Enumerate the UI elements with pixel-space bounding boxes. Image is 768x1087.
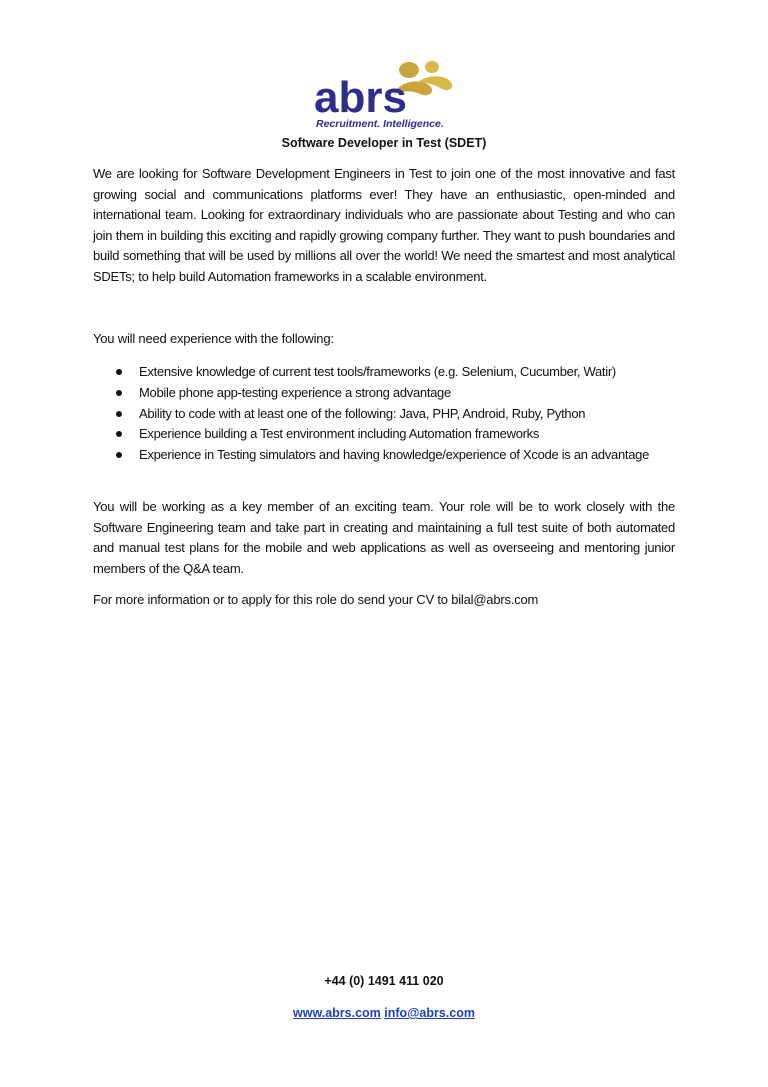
bullet-icon (116, 390, 122, 396)
website-link[interactable]: www.abrs.com (293, 1006, 381, 1020)
list-item: Ability to code with at least one of the following: Java, PHP, Android, Ruby, Python (93, 404, 683, 425)
footer-phone: +44 (0) 1491 411 020 (324, 974, 444, 988)
list-item: Experience in Testing simulators and having knowledge/experience of Xcode is an advantage (93, 445, 683, 466)
footer-links (0, 1006, 768, 1020)
logo-wordmark: abrs (314, 73, 407, 122)
list-item: Extensive knowledge of current test tools/frameworks (e.g. Selenium, Cucumber, Watir) (93, 362, 683, 383)
requirements-list (93, 362, 683, 466)
list-item: Experience building a Test environment including Automation frameworks (93, 424, 683, 445)
intro-paragraph: We are looking for Software Development Engineers in Test to join one of the most innovative and fast growing social and communications platforms ever! They have an enthusiastic, open-minded and international team. Looking for extraordinary individuals who are passionate about Testing and who can join them in building this exciting and rapidly growing company further. They want to push boundaries and build something that will be used by millions all over the world! We need the smartest and most analytical SDETs; to help build Automation frameworks in a scalable environment. (93, 166, 675, 284)
logo-tagline: Recruitment. Intelligence. (316, 118, 444, 130)
logo-figure-head-small (425, 61, 439, 73)
list-item: Mobile phone app-testing experience a strong advantage (93, 383, 683, 404)
apply-paragraph: For more information or to apply for this role do send your CV to bilal@abrs.com (93, 592, 539, 607)
bullet-icon (116, 369, 122, 375)
bullet-icon (116, 452, 122, 458)
bullet-icon (116, 431, 122, 437)
email-link[interactable]: info@abrs.com (384, 1006, 475, 1020)
bullet-icon (116, 411, 122, 417)
abrs-logo (310, 50, 460, 132)
role-description-paragraph: You will be working as a key member of an exciting team. Your role will be to work closely with the Software Engineering team and take part in creating and maintaining a full test suite of both automated and manual test plans for the mobile and web applications as well as overseeing and mentoring junior members of the Q&A team. (93, 499, 675, 576)
page-title: Software Developer in Test (SDET) (281, 136, 487, 150)
requirements-heading: You will need experience with the following: (93, 331, 334, 346)
